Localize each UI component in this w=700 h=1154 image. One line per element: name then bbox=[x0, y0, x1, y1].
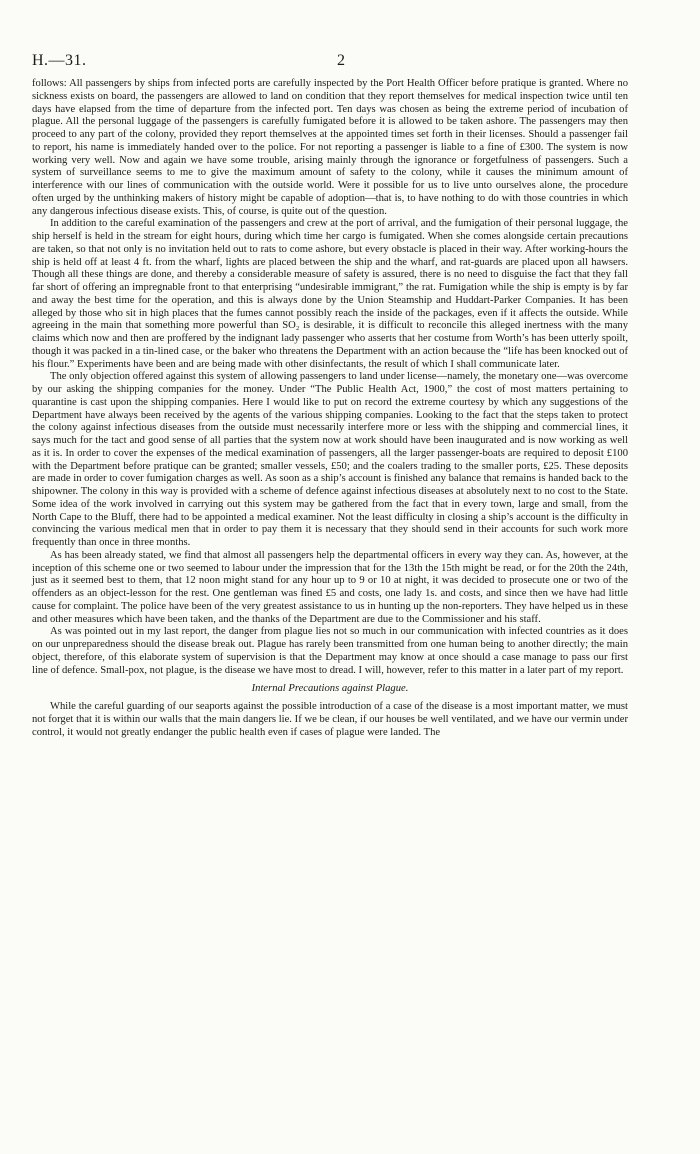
paragraph: As was pointed out in my last report, the danger from plague lies not so much in our communication with infected countries as it does on our unpreparedness should the disease break out. Plague has rarely been transmitted from one human being to another directly; the main object, therefore, of this elaborate system of supervision is that the Department may know at once should a case manage to pass our first line of defence. Small-pox, not plague, is the disease we have most to dread. I will, however, refer to this matter in a later part of my report. bbox=[32, 626, 628, 676]
paragraph: As has been already stated, we find that almost all passengers help the departmental officers in every way they can. As, however, at the inception of this scheme one or two seemed to labour under the impression that for the 13th the 15th might be read, or for the 20th the 24th, just as it seemed best to them, that 12 noon might stand for any hour up to 9 or 10 at night, it was decided to prosecute one or two of the offenders as an object-lesson for the rest. One gentleman was fined £5 and costs, one lady 1s. and costs, and since then we have had little cause for complaint. The police have been of the very greatest assistance to us in hunting up the non-reporters. They have helped us in these and other measures which have been taken, and the thanks of the Department are due to the Commissioner and his staff. bbox=[32, 549, 628, 625]
page-number: 2 bbox=[337, 52, 345, 69]
paragraph: In addition to the careful examination of the passengers and crew at the port of arrival, and the fumigation of their personal luggage, the ship herself is held in the stream for eight hours, during which time her cargo is fumigated. When she comes alongside certain precautions are taken, so that not only is no invitation held out to rats to come ashore, but every obstacle is placed in their way. After working-hours the ship is held off at least 4 ft. from the wharf, lights are placed between the ship and the wharf, and rat-guards are placed upon all hawsers. Though all these things are done, and thereby a considerable measure of safety is assured, there is no need to disguise the fact that they fall far short of offering an impregnable front to that enterprising “undesirable immigrant,” the rat. Fumigation while the ship is empty is by far and away the best time for the operation, and this is always done by the Union Steamship and Huddart-Parker Companies. It has been alleged by those who sit in high places that the fumes cannot possibly reach the inside of the packages, even if it affects the outside. While agreeing in the main that something more powerful than SO₂ is desirable, it is difficult to reconcile this alleged inertness with the many claims which now and then are proffered by the indignant lady passenger who asserts that her costume from Worth’s has been utterly spoilt, though it was packed in a tin-lined case, or the baker who threatens the Department with an action because the “life has been knocked out of his flour.” Experiments have been and are being made with other disinfectants, the result of which I shall communicate later. bbox=[32, 218, 628, 370]
page-header bbox=[32, 52, 628, 72]
paragraph: While the careful guarding of our seaports against the possible introduction of a case of the disease is a most important matter, we must not forget that it is within our walls that the main dangers lie. If we be clean, if our houses be well ventilated, and we have our vermin under control, it would not greatly endanger the public health even if cases of plague were landed. The bbox=[32, 701, 628, 738]
document-reference: H.—31. bbox=[32, 52, 87, 69]
document-body bbox=[32, 78, 628, 739]
paragraph: follows: All passengers by ships from infected ports are carefully inspected by the Port Health Officer before pratique is granted. Where no sickness exists on board, the passengers are allowed to land on condition that they report themselves for medical inspection twice until ten days have elapsed from the time of departure from the infected port. Ten days was chosen as being the extreme period of incubation of plague. All the personal luggage of the passengers is carefully fumigated before it is allowed to be taken ashore. The passengers may then proceed to any part of the colony, provided they report themselves at the appointed times set forth in their licenses. Should a passenger fail to report, his name is immediately handed over to the police. For not reporting a passenger is liable to a fine of £300. The system is now working very well. Now and again we have some trouble, arising mainly through the ignorance or forgetfulness of passengers. Such a system of surveillance seems to me to give the maximum amount of safety to the colony, while it causes the minimum amount of interference with our lines of communication with the outside world. Were it possible for us to live unto ourselves alone, the procedure often urged by the unthinking makers of history might be capable of adoption—that is, to have nothing to do with those countries in which any dangerous infectious disease exists. This, of course, is quite out of the question. bbox=[32, 78, 628, 217]
paragraph: The only objection offered against this system of allowing passengers to land under license—namely, the monetary one—was overcome by our asking the shipping companies for the money. Under “The Public Health Act, 1900,” the cost of most matters pertaining to quarantine is cast upon the shipping companies. Here I would like to put on record the extreme courtesy by which any suggestions of the Department have always been received by the agents of the various shipping companies. Looking to the fact that the steps taken to protect the colony against infectious diseases from the outside must necessarily interfere more or less with the shipping and commercial lines, it says much for the tact and good sense of all parties that the system now at work should have been inaugurated and is now working as well as it is. In order to cover the expenses of the medical examination of passengers, all the larger passenger-boats are required to deposit £100 with the Department before pratique can be granted; smaller vessels, £50; and the coalers trading to the smaller ports, £25. These deposits are made in order to cover fumigation charges as well. As soon as a ship’s account is finished any balance that remains is handed back to the shipowner. The colony in this way is provided with a scheme of defence against infectious diseases at absolutely next to no cost to the State. Some idea of the work involved in carrying out this system may be gathered from the fact that in every town, large and small, from the North Cape to the Bluff, there had to be appointed a medical examiner. Not the least difficulty in closing a ship’s account is the difficulty in convincing the various medical men that in order to pay them it is necessary that they should send in their accounts for such work more frequently than once in three months. bbox=[32, 371, 628, 548]
section-heading: Internal Precautions against Plague. bbox=[251, 683, 409, 695]
